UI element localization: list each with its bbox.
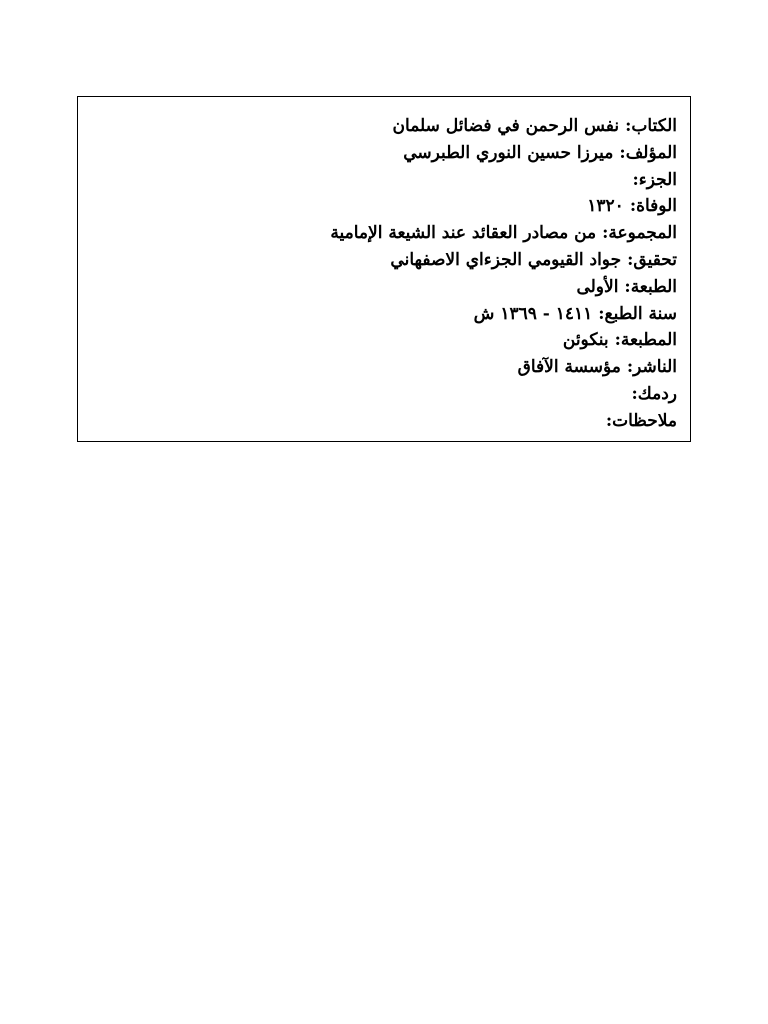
book-info-card <box>77 96 691 442</box>
author-label: المؤلف: <box>619 142 677 163</box>
press-value: بنكوئن <box>562 330 609 351</box>
publisher-label: الناشر: <box>626 357 677 378</box>
print-year-label: سنة الطبع: <box>598 303 677 324</box>
notes-label: ملاحظات: <box>605 410 677 431</box>
press-row <box>91 327 677 354</box>
editor-value: جواد القيومي الجزءاي الاصفهاني <box>390 249 622 270</box>
volume-label: الجزء: <box>632 169 677 190</box>
press-label: المطبعة: <box>614 330 677 351</box>
edition-value: الأولى <box>576 276 619 297</box>
death-year-label: الوفاة: <box>629 196 677 217</box>
author-row <box>91 140 677 167</box>
print-year-row <box>91 301 677 328</box>
book-title-value: نفس الرحمن في فضائل سلمان <box>392 116 620 136</box>
book-title-label: الكتاب: <box>625 116 677 136</box>
death-year-value: ١٣٢٠ <box>587 196 624 217</box>
isbn-row <box>91 381 677 408</box>
isbn-label: ردمك: <box>631 383 677 404</box>
edition-label: الطبعة: <box>624 276 677 297</box>
collection-value: من مصادر العقائد عند الشيعة الإمامية <box>330 223 597 244</box>
editor-row <box>91 247 677 274</box>
author-value: ميرزا حسين النوري الطبرسي <box>403 142 614 163</box>
publisher-value: مؤسسة الآفاق <box>517 357 621 378</box>
death-year-row <box>91 193 677 220</box>
editor-label: تحقيق: <box>627 249 677 270</box>
print-year-value: ١٤١١ - ١٣٦٩ ش <box>473 303 593 324</box>
publisher-row <box>91 354 677 381</box>
volume-row <box>91 167 677 194</box>
book-title-row <box>91 113 677 140</box>
collection-row <box>91 220 677 247</box>
notes-row <box>91 408 677 435</box>
edition-row <box>91 274 677 301</box>
collection-label: المجموعة: <box>602 223 677 244</box>
